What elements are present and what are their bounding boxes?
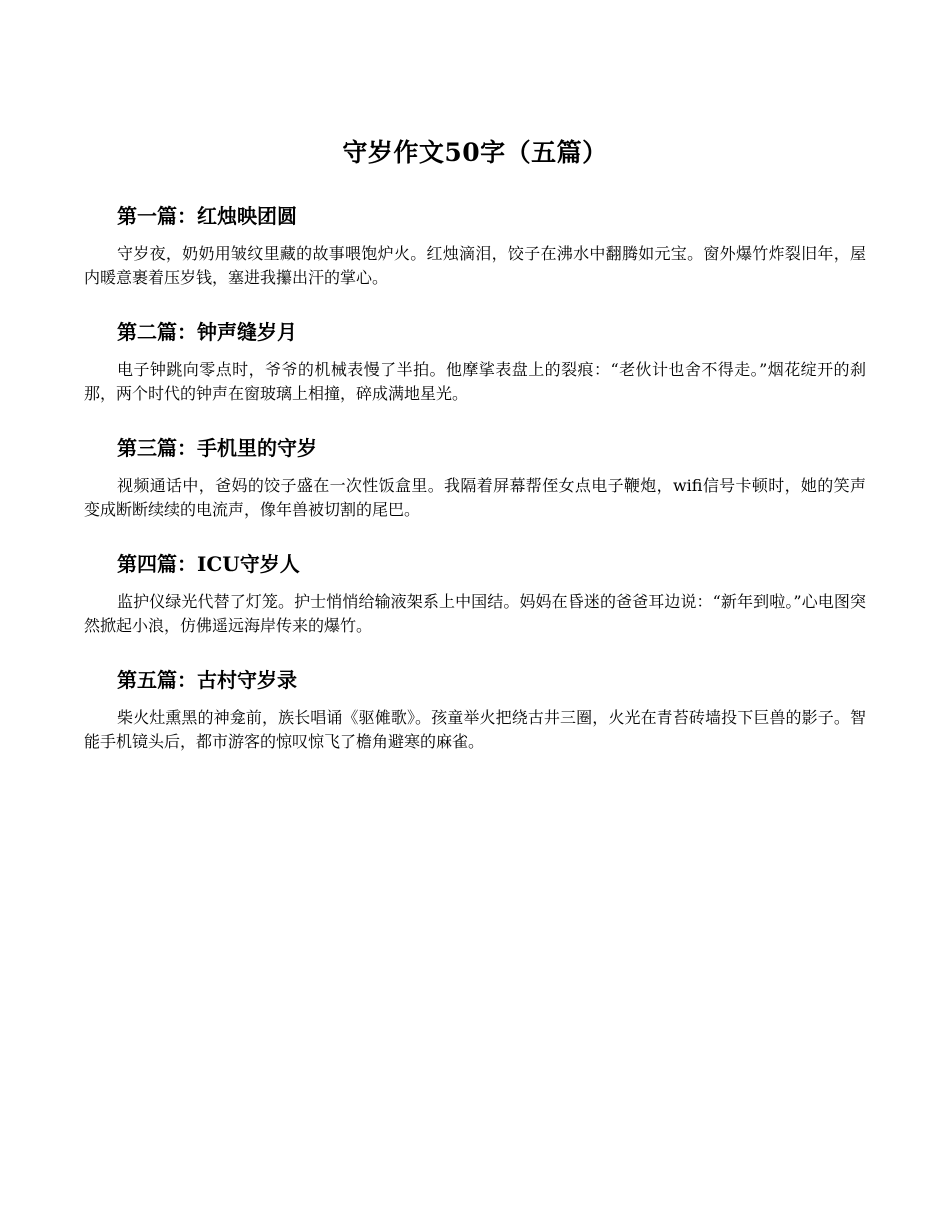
section-3 (84, 434, 866, 522)
section-heading: 第五篇：古村守岁录 (117, 668, 297, 692)
section-4 (84, 550, 866, 638)
section-body: 电子钟跳向零点时，爷爷的机械表慢了半拍。他摩挲表盘上的裂痕：“老伙计也舍不得走。”烟花绽开的刹那，两个时代的钟声在窗玻璃上相撞，碎成满地星光。 (84, 360, 866, 403)
section-heading: 第四篇：ICU守岁人 (117, 552, 300, 576)
section-2 (84, 318, 866, 406)
section-body: 监护仪绿光代替了灯笼。护士悄悄给输液架系上中国结。妈妈在昏迷的爸爸耳边说：“新年到啦。”心电图突然掀起小浪，仿佛遥远海岸传来的爆竹。 (84, 592, 866, 635)
section-1 (84, 202, 866, 290)
section-heading: 第一篇：红烛映团圆 (117, 204, 297, 228)
section-body: 视频通话中，爸妈的饺子盛在一次性饭盒里。我隔着屏幕帮侄女点电子鞭炮，wifi信号卡顿时，她的笑声变成断断续续的电流声，像年兽被切割的尾巴。 (84, 476, 866, 519)
section-5 (84, 666, 866, 754)
page-title: 守岁作文50字（五篇） (342, 138, 608, 167)
section-body: 守岁夜，奶奶用皱纹里藏的故事喂饱炉火。红烛滴泪，饺子在沸水中翻腾如元宝。窗外爆竹炸裂旧年，屋内暖意裹着压岁钱，塞进我攥出汗的掌心。 (84, 244, 866, 287)
section-body: 柴火灶熏黑的神龛前，族长唱诵《驱傩歌》。孩童举火把绕古井三圈，火光在青苔砖墙投下巨兽的影子。智能手机镜头后，都市游客的惊叹惊飞了檐角避寒的麻雀。 (84, 708, 866, 751)
section-heading: 第三篇：手机里的守岁 (117, 436, 317, 460)
section-heading: 第二篇：钟声缝岁月 (117, 320, 297, 344)
